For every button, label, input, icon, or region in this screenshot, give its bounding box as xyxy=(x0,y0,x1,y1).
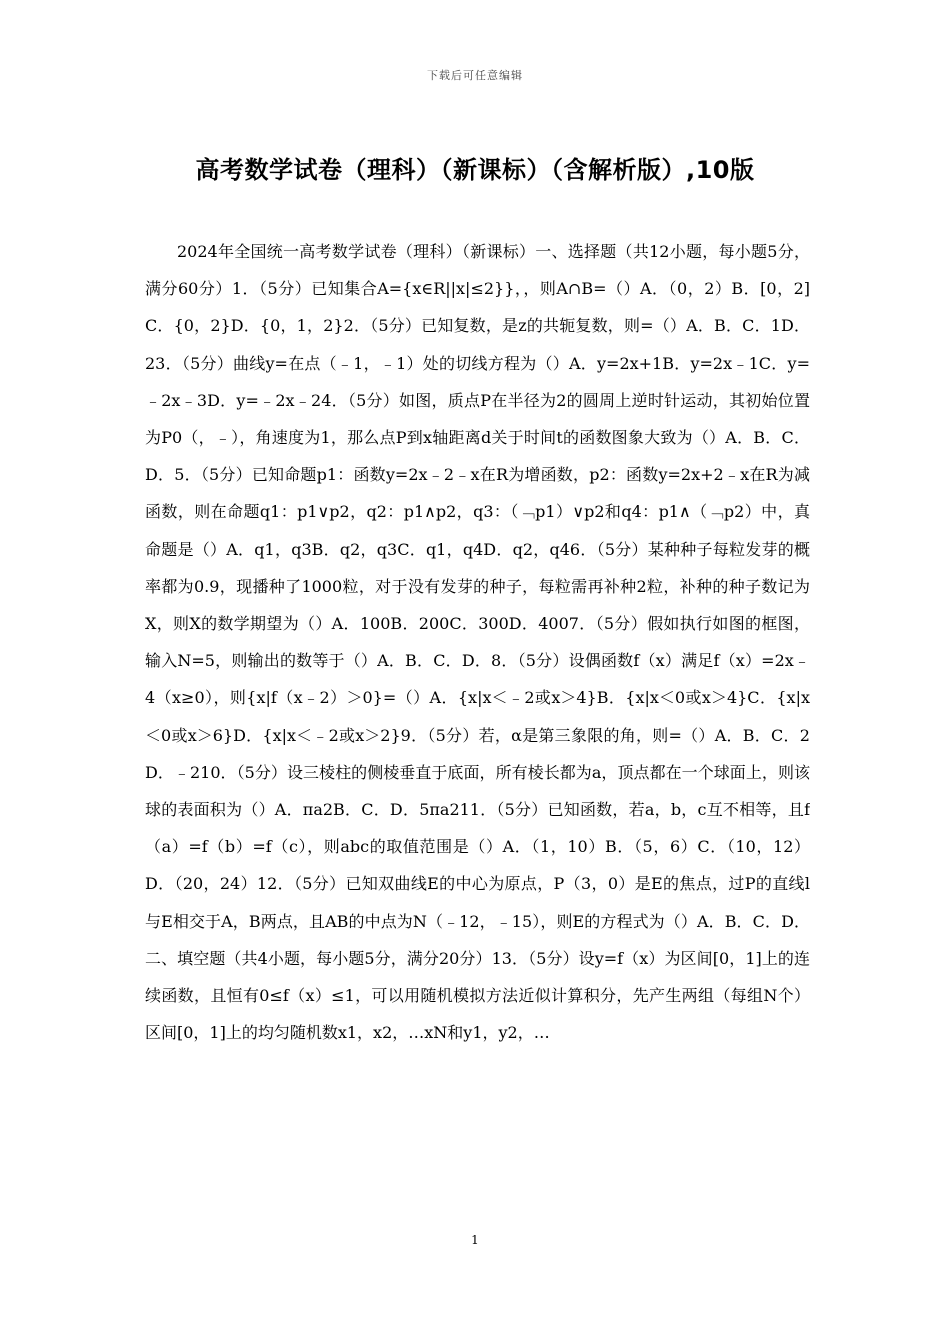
document-body-paragraph: 2024年全国统一高考数学试卷（理科）（新课标）一、选择题（共12小题，每小题5分，满分60分）1．（5分）已知集合A={x∈R||x|≤2}}，，则A∩B=（）A．（0，2）B．[0，2]C．{0，2}D．{0，1，2}2．（5分）已知复数，是z的共轭复数，则=（）A．B．C．1D．23．（5分）曲线y=在点（﹣1，﹣1）处的切线方程为（）A．y=2x+1B．y=2x﹣1C．y=﹣2x﹣3D．y=﹣2x﹣24．（5分）如图，质点P在半径为2的圆周上逆时针运动，其初始位置为P0（，﹣），角速度为1，那么点P到x轴距离d关于时间t的函数图象大致为（）A．B．C．D．5．（5分）已知命题p1：函数y=2x﹣2﹣x在R为增函数，p2：函数y=2x+2﹣x在R为减函数，则在命题q1：p1∨p2，q2：p1∧p2，q3：（﹁p1）∨p2和q4：p1∧（﹁p2）中，真命题是（）A．q1，q3B．q2，q3C．q1，q4D．q2，q46．（5分）某种种子每粒发芽的概率都为0.9，现播种了1000粒，对于没有发芽的种子，每粒需再补种2粒，补种的种子数记为X，则X的数学期望为（）A．100B．200C．300D．4007．（5分）假如执行如图的框图，输入N=5，则输出的数等于（）A．B．C．D．8．（5分）设偶函数f（x）满足f（x）=2x﹣4（x≥0），则{x|f（x﹣2）＞0}=（）A．{x|x＜﹣2或x＞4}B．{x|x＜0或x＞4}C．{x|x＜0或x＞6}D．{x|x＜﹣2或x＞2}9．（5分）若，α是第三象限的角，则=（）A．B．C．2D．﹣210．（5分）设三棱柱的侧棱垂直于底面，所有棱长都为a，顶点都在一个球面上，则该球的表面积为（）A．πa2B．C．D．5πa211．（5分）已知函数，若a，b，c互不相等，且f（a）=f（b）=f（c），则abc的取值范围是（）A．（1，10）B．（5，6）C．（10，12）D．（20，24）12．（5分）已知双曲线E的中心为原点，P（3，0）是E的焦点，过P的直线l与E相交于A，B两点，且AB的中点为N（﹣12，﹣15），则E的方程式为（）A．B．C．D．二、填空题（共4小题，每小题5分，满分20分）13．（5分）设y=f（x）为区间[0，1]上的连续函数，且恒有0≤f（x）≤1，可以用随机模拟方法近似计算积分，先产生两组（每组N个）区间[0，1]上的均匀随机数x1，x2，…xN和y1，y2，… xyxy=(145,242,810,1043)
document-title: 高考数学试卷（理科）（新课标）（含解析版）,10版 xyxy=(195,156,755,184)
page-number: 1 xyxy=(471,1233,479,1247)
header-note: 下载后可任意编辑 xyxy=(427,69,523,82)
